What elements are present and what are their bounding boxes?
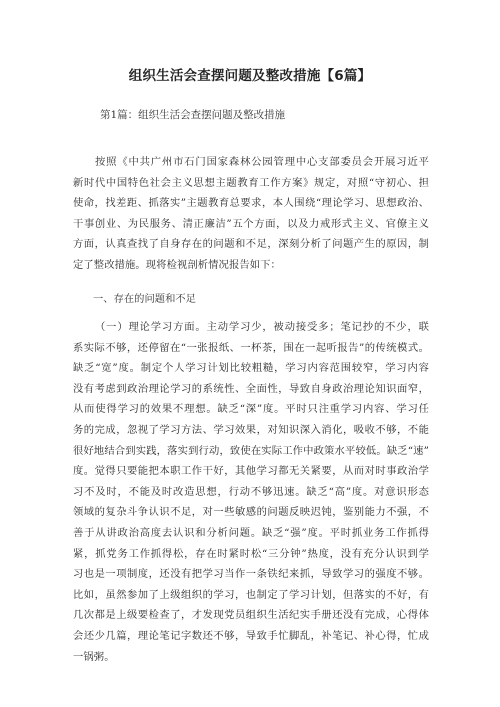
text-line: 很好地结合到实践，落实到行动，致使在实际工作中政策水平较低。缺乏“速”	[73, 444, 429, 457]
text-line: 干事创业、为民服务、清正廉洁”五个方面，以及力戒形式主义、官僚主义	[73, 217, 429, 230]
text-line: 方面，认真查找了自身存在的问题和不足，深刻分析了问题产生的原因，制	[73, 238, 429, 251]
text-line: 几次都是上级要检查了，才发现党员组织生活纪实手册还没有完成，心得体	[73, 609, 429, 622]
document-title: 组织生活会查摆问题及整改措施【6篇】	[128, 68, 372, 84]
text-line: 习也是一项制度，还没有把学习当作一条铁纪来抓，导致学习的强度不够。	[73, 568, 429, 581]
text-line: 新时代中国特色社会主义思想主题教育工作方案》规定，对照“守初心、担	[73, 176, 429, 189]
text-line: 系实际不够，还停留在“一张报纸、一杯茶，围在一起听报告”的传统模式。	[73, 341, 429, 354]
text-line: 使命，找差距、抓落实”主题教育总要求，本人围绕“理论学习、思想政治、	[73, 197, 429, 210]
text-line: 缺乏“宽”度。制定个人学习计划比较粗糙，学习内容范围较窄，学习内容	[73, 362, 429, 375]
text-line: 务的完成，忽视了学习方法、学习效果，对知识深入消化，吸收不够，不能	[73, 423, 429, 436]
body-paragraph	[73, 317, 429, 667]
text-line: 比如，虽然参加了上级组织的学习，也制定了学习计划，但落实的不好，有	[73, 588, 429, 601]
text-line: 没有考虑到政治理论学习的系统性、全面性，导致自身政治理论知识面窄，	[73, 382, 429, 395]
text-line: 定了整改措施。现将检视剖析情况报告如下：	[73, 258, 281, 271]
text-line: 习不及时，不能及时改造思想，行动不够迅速。缺乏“高”度。对意识形态	[73, 485, 429, 498]
text-line: 按照《中共广州市石门国家森林公园管理中心支部委员会开展习近平	[95, 156, 429, 168]
text-line: 紧，抓党务工作抓得松，存在时紧时松“三分钟”热度，没有充分认识到学	[73, 547, 429, 560]
text-line: 领域的复杂斗争认识不足，对一些敏感的问题反映迟钝，鉴别能力不强，不	[73, 506, 429, 519]
text-line: 度。觉得只要能把本职工作干好，其他学习都无关紧要，从而对时事政治学	[73, 465, 429, 478]
intro-paragraph	[73, 152, 429, 276]
text-line: 从而使得学习的效果不理想。缺乏“深”度。平时只注重学习内容、学习任	[73, 403, 429, 416]
text-line: 一锅粥。	[73, 650, 115, 663]
text-line: （一）理论学习方面。主动学习少，被动接受多；笔记抄的不少，联	[95, 321, 429, 333]
article-subtitle: 第1篇：组织生活会查摆问题及整改措施	[100, 109, 286, 121]
section-heading: 一、存在的问题和不足	[93, 293, 196, 305]
text-line: 会还少几篇，理论笔记字数还不够，导致手忙脚乱，补笔记、补心得，忙成	[73, 629, 429, 642]
text-line: 善于从讲政治高度去认识和分析问题。缺乏“强”度。平时抓业务工作抓得	[73, 526, 429, 539]
